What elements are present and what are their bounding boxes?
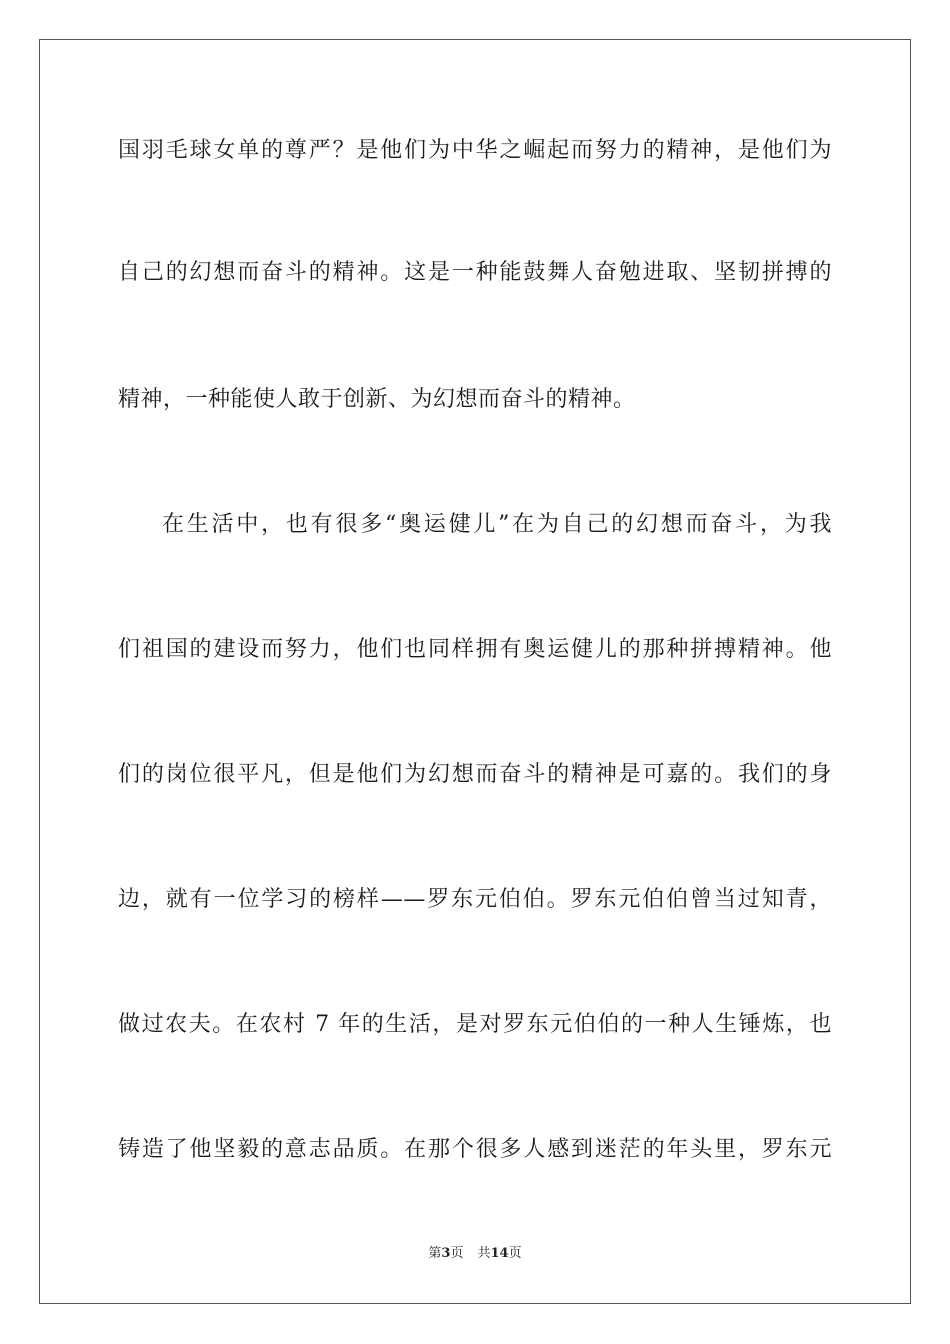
page-frame [39, 39, 911, 1304]
total-prefix: 共 [477, 1246, 491, 1261]
page-prefix: 第 [428, 1246, 442, 1261]
body-text-line: 精神，一种能使人敢于创新、为幻想而奋斗的精神。 [118, 387, 636, 412]
body-text-line: 自己的幻想而奋斗的精神。这是一种能鼓舞人奋勉进取、坚韧拼搏的 [118, 260, 832, 285]
body-text-line: 做过农夫。在农村 7 年的生活，是对罗东元伯伯的一种人生锤炼，也 [118, 1012, 832, 1037]
body-text-line: 们祖国的建设而努力，他们也同样拥有奥运健儿的那种拼搏精神。他 [118, 637, 832, 662]
paragraph-first-line: 在生活中，也有很多“奥运健儿”在为自己的幻想而奋斗，为我 [162, 512, 832, 537]
body-text-line: 铸造了他坚毅的意志品质。在那个很多人感到迷茫的年头里，罗东元 [118, 1137, 832, 1162]
total-suffix: 页 [508, 1246, 522, 1261]
page-number: 3 [441, 1246, 451, 1261]
body-text-line: 国羽毛球女单的尊严？是他们为中华之崛起而努力的精神，是他们为 [118, 138, 832, 163]
page-footer [0, 1245, 950, 1263]
body-text-line: 边，就有一位学习的榜样——罗东元伯伯。罗东元伯伯曾当过知青， [118, 887, 832, 912]
body-text-line: 们的岗位很平凡，但是他们为幻想而奋斗的精神是可嘉的。我们的身 [118, 762, 832, 787]
page-suffix: 页 [450, 1246, 464, 1261]
total-pages: 14 [490, 1246, 509, 1261]
